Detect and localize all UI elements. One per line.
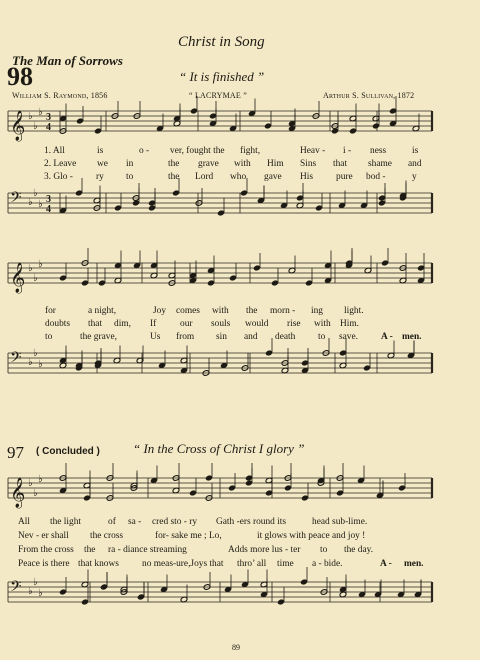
lyric-word: morn - [270, 306, 296, 316]
lyric-word: pure [336, 172, 353, 182]
lyric-word: with [314, 319, 331, 329]
lyric-word: the grave, [80, 332, 117, 342]
lyric-word: to [318, 332, 326, 342]
svg-text:♭: ♭ [28, 111, 33, 122]
svg-text:♭: ♭ [28, 197, 33, 208]
lyric-word: it glows with peace and joy ! [257, 531, 366, 541]
svg-text:4: 4 [46, 204, 51, 215]
lyric-word: ver, fought the [170, 146, 225, 156]
lyric-word: rise [287, 319, 301, 329]
lyric-word: Heav - [300, 146, 326, 156]
svg-text:♭: ♭ [28, 478, 33, 489]
lyric-word: 3. Glo - [44, 172, 73, 182]
svg-text:♭: ♭ [33, 121, 38, 132]
hymn-number-97: 97 [7, 443, 24, 462]
lyric-word: Nev - er shall [18, 531, 69, 541]
bass-clef-icon: 𝄢 [10, 578, 22, 599]
lyric-word: Peace is there [18, 559, 70, 569]
lyric-word: A - [381, 332, 393, 342]
hymn-number-98: 98 [7, 62, 33, 91]
lyric-word: men. [404, 559, 424, 569]
svg-text:♭: ♭ [28, 586, 33, 597]
lyric-word: our [180, 319, 193, 329]
lyric-word: that knows [78, 559, 119, 569]
svg-text:♭: ♭ [38, 259, 43, 270]
lyric-word: comes [176, 306, 200, 316]
lyric-word: to [126, 172, 134, 182]
treble-clef-icon: 𝄞 [10, 263, 26, 293]
lyric-word: the cross [90, 531, 124, 541]
lyric-word: His [300, 172, 314, 182]
lyric-word: the [246, 306, 258, 316]
lyric-word: ra - diance streaming [108, 545, 187, 555]
lyric-word: from [176, 332, 195, 342]
lyric-word: men. [402, 332, 422, 342]
lyric-word: o - [139, 146, 150, 156]
lyric-word: grave [198, 159, 219, 169]
lyric-word: gave [264, 172, 282, 182]
svg-text:♭: ♭ [38, 359, 43, 370]
hymn-97-title: “ In the Cross of Christ I glory ” [133, 441, 305, 456]
lyric-word: Adds more lus - ter [228, 545, 301, 555]
lyric-word: Him [267, 159, 284, 169]
author-credit: William S. Raymond, 1856 [12, 91, 108, 100]
lyric-word: ing [311, 306, 323, 316]
lyric-word: we [97, 159, 108, 169]
svg-text:4: 4 [46, 122, 51, 133]
lyric-word: the [168, 172, 180, 182]
lyric-word: is [97, 146, 104, 156]
lyric-word: sin [216, 332, 227, 342]
treble-clef-icon: 𝄞 [10, 111, 26, 141]
lyric-word: and [408, 159, 422, 169]
treble-clef-icon: 𝄞 [10, 478, 26, 508]
lyric-word: head sub-lime. [312, 517, 368, 527]
svg-text:♭: ♭ [33, 577, 38, 588]
svg-text:3: 3 [46, 194, 51, 205]
lyric-word: sa - [128, 517, 142, 527]
hymn-98-title: “ It is finished ” [179, 69, 265, 84]
lyric-word: that [88, 319, 103, 329]
lyric-word: Joy [153, 306, 167, 316]
svg-text:♭: ♭ [38, 474, 43, 485]
lyric-word: to [45, 332, 53, 342]
lyric-word: is [412, 146, 419, 156]
lyric-word: y [412, 172, 417, 182]
lyric-word: a - bide. [312, 559, 343, 569]
lyric-word: no meas-ure,Joys that [142, 559, 224, 569]
tune-name: “ LACRYMAE ” [189, 91, 247, 100]
svg-text:♭: ♭ [38, 588, 43, 599]
lyric-word: souls [211, 319, 231, 329]
lyric-word: the [168, 159, 180, 169]
lyric-word: Lord [195, 172, 214, 182]
running-title: Christ in Song [178, 34, 265, 50]
svg-text:♭: ♭ [33, 348, 38, 359]
lyric-word: a night, [88, 306, 117, 316]
svg-text:♭: ♭ [38, 199, 43, 210]
svg-text:♭: ♭ [33, 188, 38, 199]
lyric-word: All [18, 517, 30, 527]
lyric-word: shame [368, 159, 392, 169]
lyric-word: ry [96, 172, 104, 182]
svg-text:3: 3 [46, 112, 51, 123]
lyric-word: save. [339, 332, 359, 342]
lyric-word: for- sake me ; Lo, [155, 531, 222, 541]
bass-clef-icon: 𝄢 [10, 349, 22, 370]
lyric-word: Gath -ers round its [216, 517, 287, 527]
lyric-word: 1. All [44, 146, 65, 156]
lyric-word: light. [344, 306, 364, 316]
lyric-word: Sins [300, 159, 317, 169]
lyric-word: time [277, 559, 294, 569]
lyric-word: cred sto - ry [152, 517, 198, 527]
lyric-word: to [320, 545, 328, 555]
lyric-word: Us [150, 332, 161, 342]
lyric-word: the light [50, 517, 81, 527]
concluded-label: ( Concluded ) [36, 446, 100, 457]
lyric-word: with [234, 159, 251, 169]
lyric-word: death [275, 332, 296, 342]
lyric-word: i - [343, 146, 352, 156]
lyric-word: Him. [340, 319, 360, 329]
lyric-word: that [333, 159, 348, 169]
lyric-word: in [126, 159, 134, 169]
page-number: 89 [232, 643, 240, 652]
bass-clef-icon: 𝄢 [10, 189, 22, 210]
lyric-word: A - [380, 559, 392, 569]
lyric-word: and [244, 332, 258, 342]
lyric-word: with [212, 306, 229, 316]
lyric-word: dim, [114, 319, 131, 329]
section-title: The Man of Sorrows [12, 53, 123, 68]
lyric-word: From the cross [18, 545, 74, 555]
lyric-word: thro’ all [237, 559, 267, 569]
svg-text:♭: ♭ [38, 107, 43, 118]
svg-text:♭: ♭ [28, 357, 33, 368]
lyric-word: ness [370, 146, 387, 156]
lyric-word: for [45, 306, 56, 316]
lyric-word: who [230, 172, 247, 182]
lyric-word: of [108, 517, 116, 527]
svg-text:♭: ♭ [28, 263, 33, 274]
lyric-word: would [245, 319, 269, 329]
lyric-word: 2. Leave [44, 159, 77, 169]
lyric-word: doubts [45, 319, 71, 329]
lyric-word: fight, [240, 146, 261, 156]
svg-text:♭: ♭ [33, 488, 38, 499]
svg-text:♭: ♭ [33, 273, 38, 284]
lyric-word: If [150, 319, 157, 329]
lyric-word: the day. [344, 545, 374, 555]
lyric-word: bod - [366, 172, 386, 182]
composer-credit: Arthur S. Sullivan, 1872 [323, 91, 415, 100]
lyric-word: the [84, 545, 96, 555]
